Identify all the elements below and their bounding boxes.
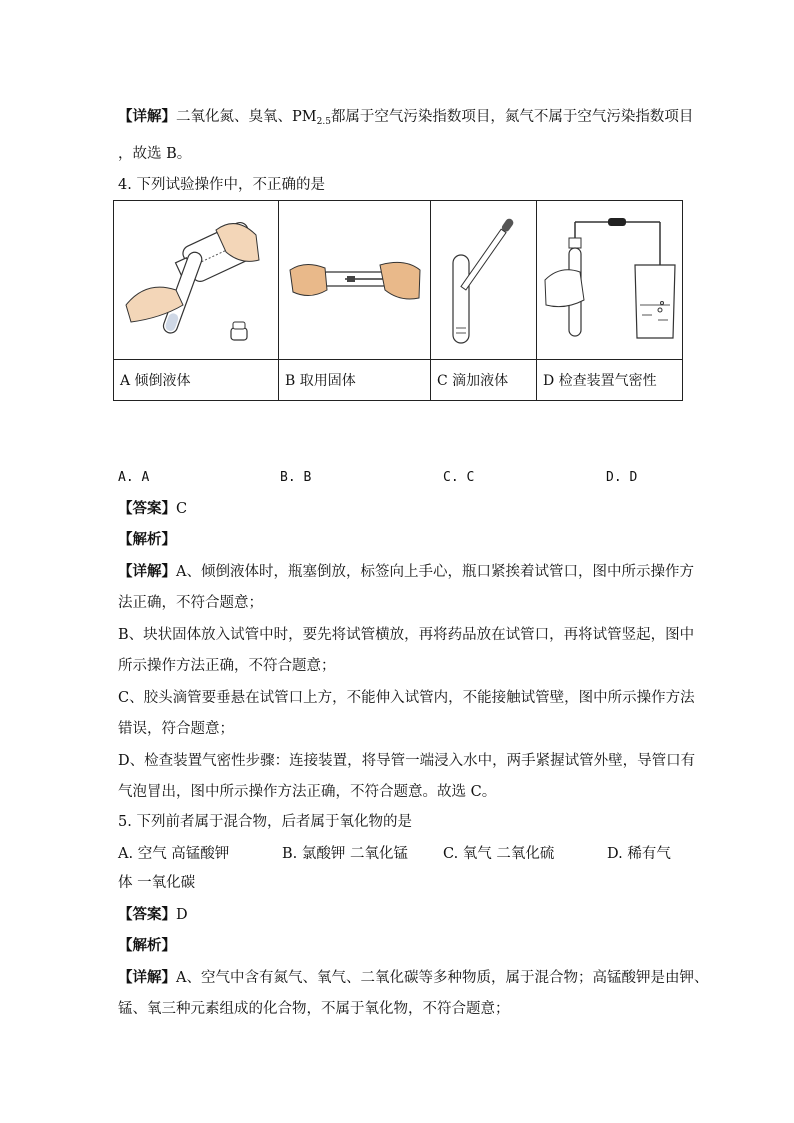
q4-detail-line-7: D、检查装置气密性步骤：连接装置，将导管一端浸入水中，两手紧握试管外壁，导管口有	[118, 753, 696, 769]
q4-analysis-tag: 【解析】	[118, 531, 176, 548]
top-detail-line-1	[118, 107, 693, 132]
q4-detail-line-8: 气泡冒出，图中所示操作方法正确，不符合题意。故选 C。	[118, 784, 497, 800]
answer-value: C	[176, 501, 188, 517]
figure-cell-a	[114, 201, 279, 360]
caption-c: C 滴加液体	[431, 360, 537, 401]
q5-option-b: B. 氯酸钾 二氧化锰	[282, 846, 408, 862]
q5-option-wrap: 体 一氧化碳	[118, 875, 196, 891]
q4-detail-line-4: 所示操作方法正确，不符合题意；	[118, 658, 336, 674]
q5-option-d: D. 稀有气	[607, 846, 671, 862]
q4-option-c: C. C	[443, 470, 475, 485]
q5-answer	[118, 905, 188, 925]
q5-stem: 5. 下列前者属于混合物，后者属于氧化物的是	[118, 814, 412, 830]
q4-option-a: A. A	[118, 470, 150, 485]
detail-tag: 【详解】	[118, 969, 176, 986]
q5-option-a: A. 空气 高锰酸钾	[118, 846, 230, 862]
figure-cell-b	[279, 201, 431, 360]
answer-value: D	[176, 907, 188, 923]
q4-stem: 4. 下列试验操作中，不正确的是	[118, 177, 325, 193]
detail-text-after: 都属于空气污染指数项目，氮气不属于空气污染指数项目	[330, 109, 694, 125]
top-detail-line-2: ，故选 B。	[118, 146, 192, 162]
figure-cell-d	[537, 201, 683, 360]
q5-detail-line-2: 锰、氧三种元素组成的化合物，不属于氧化物，不符合题意；	[118, 1001, 510, 1017]
detail-text: A、空气中含有氮气、氧气、二氧化碳等多种物质，属于混合物；高锰酸钾是由钾、	[176, 970, 709, 986]
q4-answer	[118, 499, 187, 519]
q5-option-c: C. 氧气 二氧化硫	[443, 846, 555, 862]
q5-analysis-tag: 【解析】	[118, 937, 176, 954]
caption-a: A 倾倒液体	[114, 360, 279, 401]
q4-detail-line-3: B、块状固体放入试管中时，要先将试管横放，再将药品放在试管口，再将试管竖起，图中	[118, 627, 695, 643]
q4-figure-table	[113, 200, 683, 401]
q4-detail-line-1	[118, 562, 694, 582]
detail-tag: 【详解】	[118, 563, 176, 580]
answer-tag: 【答案】	[118, 906, 176, 923]
figure-cell-c	[431, 201, 537, 360]
q4-option-d: D. D	[606, 470, 638, 485]
detail-tag: 【详解】	[118, 108, 176, 125]
caption-d: D 检查装置气密性	[537, 360, 683, 401]
q4-option-b: B. B	[280, 470, 312, 485]
pm-subscript: 2.5	[316, 117, 331, 127]
take-solid-illustration	[285, 230, 425, 330]
q5-detail-line-1	[118, 968, 708, 988]
q4-detail-line-6: 错误，符合题意；	[118, 721, 234, 737]
pour-liquid-illustration	[121, 210, 271, 350]
q4-detail-line-5: C、胶头滴管要垂悬在试管口上方，不能伸入试管内，不能接触试管壁，图中所示操作方法	[118, 690, 695, 706]
answer-tag: 【答案】	[118, 500, 176, 517]
detail-text-before: 二氧化氮、臭氧、PM	[176, 109, 317, 125]
drop-liquid-illustration	[439, 210, 529, 350]
detail-text: A、倾倒液体时，瓶塞倒放，标签向上手心，瓶口紧挨着试管口，图中所示操作方	[176, 564, 694, 580]
caption-b: B 取用固体	[279, 360, 431, 401]
airtightness-check-illustration	[540, 210, 680, 350]
q4-detail-line-2: 法正确，不符合题意；	[118, 595, 263, 611]
